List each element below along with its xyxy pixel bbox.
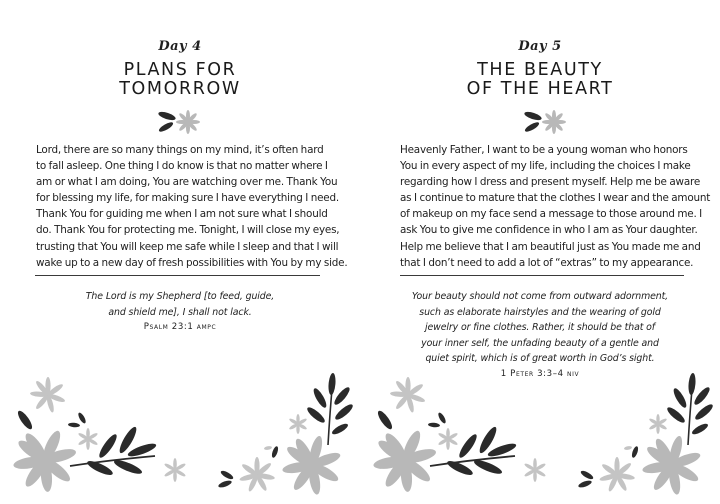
page-title xyxy=(360,61,720,99)
leaf-flower-ornament-icon xyxy=(522,109,568,135)
title-line: TOMORROW xyxy=(119,79,241,99)
prayer-line: of makeup on my face send a message to those around me. I xyxy=(400,208,703,221)
day-label: Day 5 xyxy=(518,39,562,54)
prayer-text xyxy=(36,142,348,271)
prayer-line: wake up to a new day of fresh possibilities with You by my side. xyxy=(36,256,348,269)
prayer-line: ask You to give me confidence in who I am as Your daughter. xyxy=(400,224,698,237)
page-title xyxy=(0,61,360,99)
prayer-line: trusting that You will keep me safe while I sleep and that I will xyxy=(36,240,339,253)
floral-decoration-icon xyxy=(0,360,360,504)
verse-line: quiet spirit, which is of great worth in God’s sight. xyxy=(425,353,655,365)
divider xyxy=(400,275,684,276)
prayer-text xyxy=(400,142,711,271)
title-line: OF THE HEART xyxy=(466,79,614,99)
prayer-line: for blessing my life, for making sure I have everything I need. xyxy=(36,192,339,205)
prayer-line: am or what I am doing, You are watching over me. Thank You xyxy=(36,176,338,189)
verse-line: your inner self, the unfading beauty of a gentle and xyxy=(421,337,659,349)
verse-line: Your beauty should not come from outward adornment, xyxy=(411,291,669,302)
verse-line: and shield me], I shall not lack. xyxy=(108,306,252,318)
prayer-line: to fall asleep. One thing I do know is that no matter where I xyxy=(36,160,328,173)
divider xyxy=(35,275,320,276)
title-line: THE BEAUTY xyxy=(477,60,603,80)
prayer-line: Thank You for guiding me when I am not sure what I should xyxy=(36,208,328,221)
day-label: Day 4 xyxy=(158,39,202,54)
verse-line: jewelry or fine clothes. Rather, it should be that of xyxy=(424,322,656,334)
floral-decoration-icon xyxy=(360,360,720,504)
verse-reference: 1 Peter 3:3–4 niv xyxy=(500,368,580,379)
prayer-line: as I continue to mature that the clothes I wear and the amount xyxy=(400,192,711,205)
verse-reference: Psalm 23:1 ampc xyxy=(143,322,217,333)
prayer-line: that I don’t need to add a lot of “extras” to my appearance. xyxy=(400,256,694,269)
prayer-line: regarding how I dress and present myself. Help me be aware xyxy=(400,176,701,189)
verse-line: The Lord is my Shepherd [to feed, guide, xyxy=(85,291,275,302)
prayer-line: Heavenly Father, I want to be a young woman who honors xyxy=(400,144,688,156)
prayer-line: Help me believe that I am beautiful just as You made me and xyxy=(400,240,701,253)
page-right xyxy=(360,0,720,504)
leaf-flower-ornament-icon xyxy=(156,109,202,135)
prayer-line: Lord, there are so many things on my mind, it’s often hard xyxy=(36,144,324,156)
scripture-verse xyxy=(0,289,360,336)
prayer-line: do. Thank You for protecting me. Tonight, I will close my eyes, xyxy=(36,224,340,237)
title-line: PLANS FOR xyxy=(123,60,237,80)
verse-line: such as elaborate hairstyles and the wearing of gold xyxy=(419,306,661,318)
prayer-line: You in every aspect of my life, including the choices I make xyxy=(400,160,691,173)
